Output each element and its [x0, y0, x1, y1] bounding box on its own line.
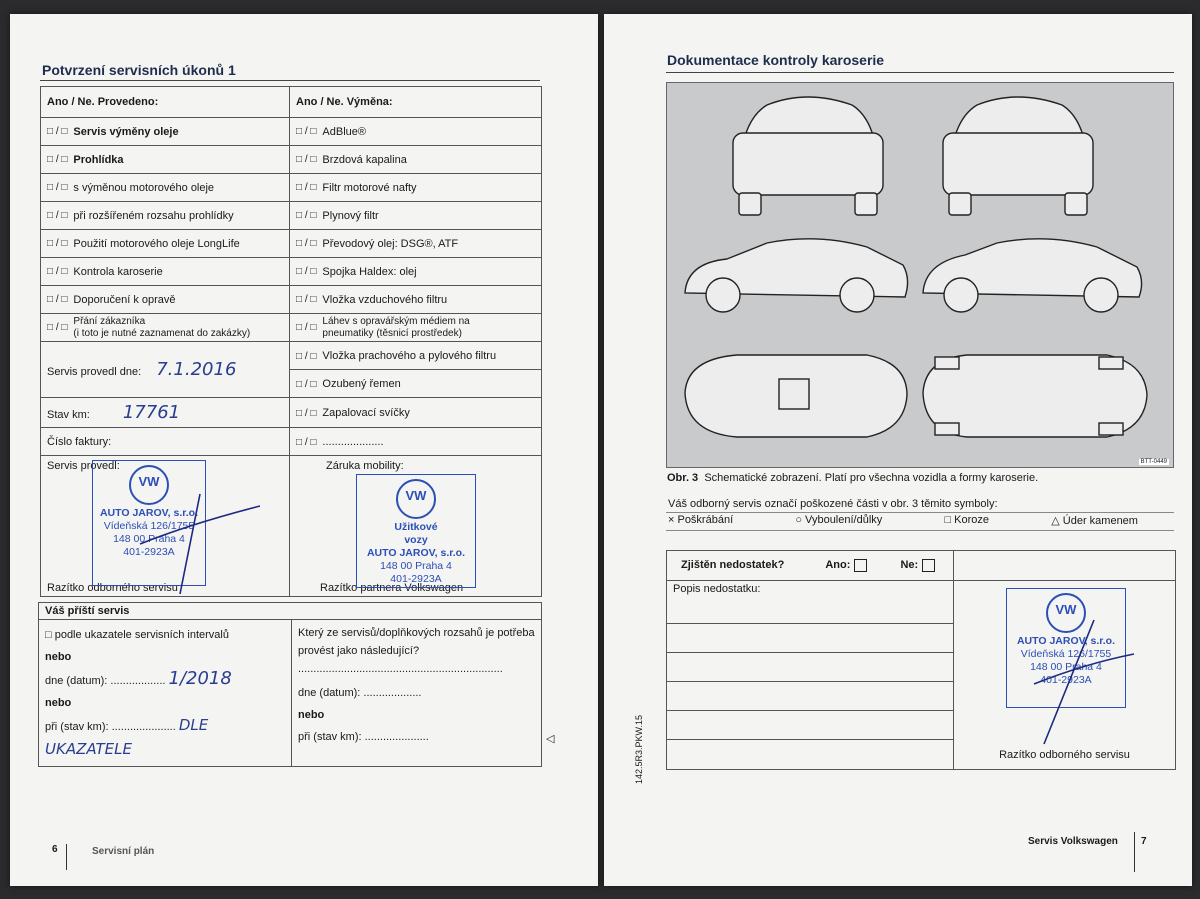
checkbox-icon: □ / □: [47, 126, 68, 138]
checkbox-icon: □ / □: [296, 182, 317, 194]
razitko-cell-right: Razítko odborného servisu: [954, 581, 1176, 770]
footer-title-left: Servisní plán: [92, 846, 155, 857]
checkbox-icon: □ / □: [47, 294, 68, 306]
next-title: Váš příští servis: [39, 603, 542, 620]
symbol-rust: □ Koroze: [944, 514, 990, 526]
diagram-code: BTT-0449: [1140, 459, 1167, 465]
zaruka-cell: Záruka mobility: Razítko partnera Volkswagen: [290, 456, 542, 597]
next-left: □ podle ukazatele servisních intervalů nebo dne (datum): .................. 1/2018 nebo při (stav km): ..................... DLE UKAZATELE: [39, 620, 292, 767]
symbols-intro: Váš odborný servis označí poškozené části v obr. 3 těmito symboly:: [668, 498, 998, 510]
table-row: [41, 174, 542, 202]
symbol-legend: [668, 514, 1176, 527]
replacement-item: AdBlue®: [322, 125, 366, 138]
signature-1: [130, 484, 270, 604]
dealer-stamp-1: VW AUTO JAROV, s.r.o. Vídeňská 126/1755 148 00 Praha 4 401-2923A: [92, 460, 206, 586]
right-page: [604, 14, 1192, 886]
service-table: Ano / Ne. Provedeno: Ano / Ne. Výměna: □ / □ Servis výměny oleje □ / □ AdBlue® □ / □ Prohlídka □ / □ Brzdová kapalina □ / □ s výměnou motorového oleje □ / □ Filtr motorové nafty □ / □ při rozšířeném rozsahu prohlídky □ / □ Plynový filtr □ / □ Použití motorového oleje LongLife □ / □ Převodový olej: DSG®, ATF □ / □ Kontrola karoserie □ / □ Spojka Haldex: olej □ / □ Doporučení k opravě □ / □ Vložka vzduchového filtru □ / □Přání zákazníka (i toto je nutné zaznamenat do zakázky) □ / □Láhev s opravářským médiem na pneumatiky (těsnicí prostředek) Servis provedl dne: 7.1.2016 □ / □ Vložka prachového a pylového filtru □ / □ Ozubený řemen Stav km: 17761 □ / □ Zapalovací svíčky Číslo faktury: □ / □ .................... Servis provedl: Razítko odborného servisu Záruka mobility: Razítko partnera Volkswagen: [40, 86, 542, 597]
dealer-stamp-2: VW Užitkové vozy AUTO JAROV, s.r.o. 148 00 Praha 4 401-2923A: [356, 474, 476, 588]
service-item: s výměnou motorového oleje: [73, 181, 215, 194]
checkbox-icon: □ / □: [47, 182, 68, 194]
replacement-item: Vložka vzduchového filtru: [322, 293, 448, 306]
replacement-item: Filtr motorové nafty: [322, 181, 417, 194]
service-item: Kontrola karoserie: [73, 265, 163, 278]
vw-logo-icon: [396, 479, 436, 519]
next-right: Který ze servisů/doplňkových rozsahů je potřeba provést jako následující? ................................................................... dne (datum): ................... nebo při (stav km): .....................: [292, 620, 542, 767]
table-row: [41, 230, 542, 258]
cislo-faktury: Číslo faktury:: [41, 428, 290, 456]
popis-cell: Popis nedostatku:: [667, 581, 954, 770]
checkbox-icon: □ / □: [296, 266, 317, 278]
service-item: Prohlídka: [73, 153, 124, 166]
arrow-icon: ◁: [546, 733, 555, 745]
footer-page-left: 6: [52, 844, 58, 855]
service-item: Použití motorového oleje LongLife: [73, 237, 240, 250]
checkbox-icon: □ / □: [47, 210, 68, 222]
car-diagram: [666, 82, 1174, 468]
col1-header: Ano / Ne. Provedeno:: [41, 87, 290, 118]
checkbox-icon: □ / □: [47, 154, 68, 166]
page-title-right: Dokumentace kontroly karoserie: [667, 52, 885, 68]
servis-provedl-cell: Servis provedl: Razítko odborného servisu: [41, 456, 290, 597]
replacement-item: Spojka Haldex: olej: [322, 265, 417, 278]
side-code: 142.5R3.PKW.15: [634, 714, 644, 784]
symbol-stone: △ Úder kamenem: [1051, 515, 1138, 527]
extra-3: Zapalovací svíčky: [322, 406, 410, 419]
extra-2: Ozubený řemen: [322, 377, 401, 390]
extra-1: Vložka prachového a pylového filtru: [322, 349, 497, 362]
checkbox-icon: □ / □: [296, 294, 317, 306]
razitko-partnera-label: Razítko partnera Volkswagen: [320, 582, 464, 594]
checkbox-icon: □ / □: [47, 322, 68, 334]
mileage-handwritten: 17761: [122, 402, 181, 423]
figure-caption: Obr. 3 Schematické zobrazení. Platí pro všechna vozidla a formy karoserie.: [667, 472, 1039, 484]
dealer-stamp-3: VW AUTO JAROV, s.r.o. Vídeňská 126/1755 148 00 Praha 4 401-2923A: [1006, 588, 1126, 708]
checkbox-icon: □ / □: [47, 238, 68, 250]
table-row: [41, 118, 542, 146]
next-date-handwritten: 1/2018: [168, 668, 232, 689]
left-page: [10, 14, 598, 886]
table-row: [41, 314, 542, 342]
table-row: [41, 202, 542, 230]
symbol-scratch: × Poškrábání: [668, 514, 734, 526]
footer-page-right: 7: [1141, 836, 1147, 847]
checkbox-icon: □ / □: [296, 126, 317, 138]
table-row: [41, 146, 542, 174]
replacement-item: Převodový olej: DSG®, ATF: [322, 237, 459, 250]
signature-2: [1024, 614, 1144, 754]
checkbox-icon: □: [45, 629, 55, 641]
car-schematic-icon: [667, 83, 1173, 467]
replacement-item: Plynový filtr: [322, 209, 379, 222]
col2-header: Ano / Ne. Výměna:: [290, 87, 542, 118]
replacement-item: Brzdová kapalina: [322, 153, 407, 166]
table-row: [41, 258, 542, 286]
checkbox-icon: □ / □: [47, 266, 68, 278]
replacement-item: Láhev s opravářským médiem na pneumatiky (těsnicí prostředek): [322, 315, 470, 339]
table-row: [41, 286, 542, 314]
checkbox-icon: □ / □: [296, 154, 317, 166]
next-km-handwritten: DLE UKAZATELE: [45, 716, 209, 758]
checkbox-icon: □ / □: [296, 210, 317, 222]
next-service-table: [38, 602, 542, 767]
checkbox-ne: [922, 559, 935, 572]
service-item: Servis výměny oleje: [73, 125, 179, 138]
checkbox-icon: □ / □: [296, 322, 317, 334]
servis-date-cell: Servis provedl dne: 7.1.2016: [41, 342, 290, 398]
service-item: Přání zákazníka (i toto je nutné zaznamenat do zakázky): [73, 315, 251, 339]
service-item: při rozšířeném rozsahu prohlídky: [73, 209, 234, 222]
defect-question-cell: Zjištěn nedostatek? Ano: Ne:: [667, 551, 954, 581]
symbol-dent: ○ Vyboulení/důlky: [795, 514, 883, 526]
page-title: Potvrzení servisních úkonů 1: [42, 62, 236, 78]
service-date-handwritten: 7.1.2016: [156, 359, 237, 380]
checkbox-icon: □ / □: [296, 238, 317, 250]
footer-title-right: Servis Volkswagen: [1028, 836, 1118, 847]
stav-km-cell: Stav km: 17761: [41, 398, 290, 428]
service-item: Doporučení k opravě: [73, 293, 176, 306]
extra-4: ....................: [322, 435, 384, 448]
razitko-label: Razítko odborného servisu: [47, 582, 178, 594]
checkbox-ano: [854, 559, 867, 572]
